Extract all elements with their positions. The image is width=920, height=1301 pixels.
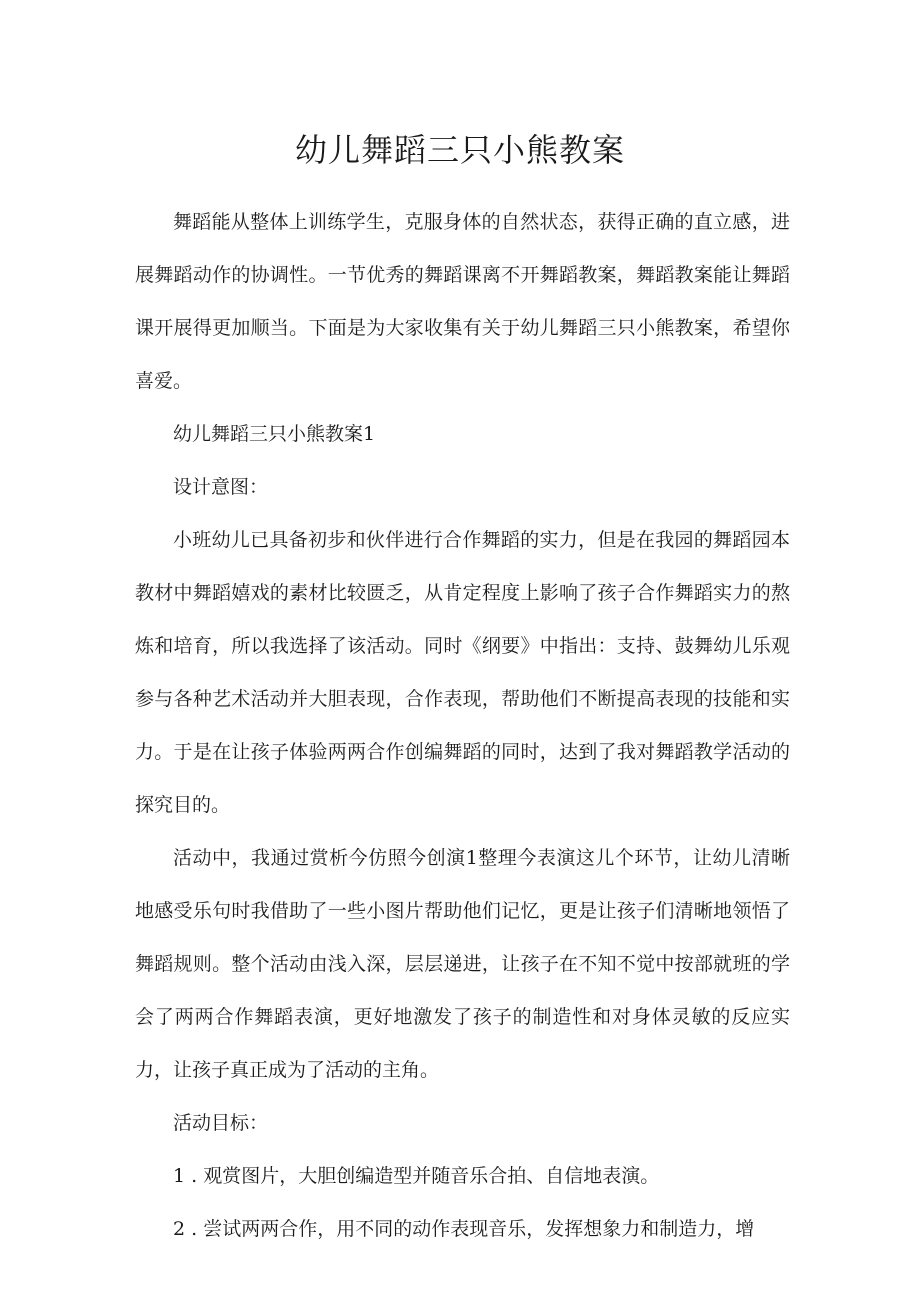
goal-item-2: 2 . 尝试两两合作，用不同的动作表现音乐，发挥想象力和制造力，增 xyxy=(173,1218,755,1240)
activity-description-paragraph: 活动中，我通过赏析今仿照今创演1整理今表演这儿个环节，让幼儿清晰地感受乐句时我借助了一些小图片帮助他们记忆，更是让孩子们清晰地领悟了舞蹈规则。整个活动由浅入深，层层递进，让孩子在不知不觉中按部就班的学会了两两合作舞蹈表演，更好地激发了孩子的制造性和对身体灵敏的反应实力，让孩子真正成为了活动的主角。 xyxy=(135,847,790,1081)
subheading-activity-goals: 活动目标： xyxy=(173,1112,269,1134)
document-title: 幼儿舞蹈三只小熊教案 xyxy=(294,131,625,169)
goal-item-1: 1 . 观赏图片，大胆创编造型并随音乐合拍、自信地表演。 xyxy=(173,1165,660,1187)
section-heading: 幼儿舞蹈三只小熊教案1 xyxy=(173,423,376,445)
intro-paragraph: 舞蹈能从整体上训练学生，克服身体的自然状态，获得正确的直立感，进展舞蹈动作的协调性。一节优秀的舞蹈课离不开舞蹈教案，舞蹈教案能让舞蹈课开展得更加顺当。下面是为大家收集有关于幼儿舞蹈三只小熊教案，希望你喜爱。 xyxy=(135,211,790,392)
document-body xyxy=(135,196,790,1256)
design-intent-paragraph: 小班幼儿已具备初步和伙伴进行合作舞蹈的实力，但是在我园的舞蹈园本教材中舞蹈嬉戏的素材比较匮乏，从肯定程度上影响了孩子合作舞蹈实力的熬炼和培育，所以我选择了该活动。同时《纲要》中指出：支持、鼓舞幼儿乐观参与各种艺术活动并大胆表现，合作表现，帮助他们不断提高表现的技能和实力。于是在让孩子体验两两合作创编舞蹈的同时，达到了我对舞蹈教学活动的探究目的。 xyxy=(135,529,790,816)
subheading-design-intent: 设计意图： xyxy=(173,476,269,498)
